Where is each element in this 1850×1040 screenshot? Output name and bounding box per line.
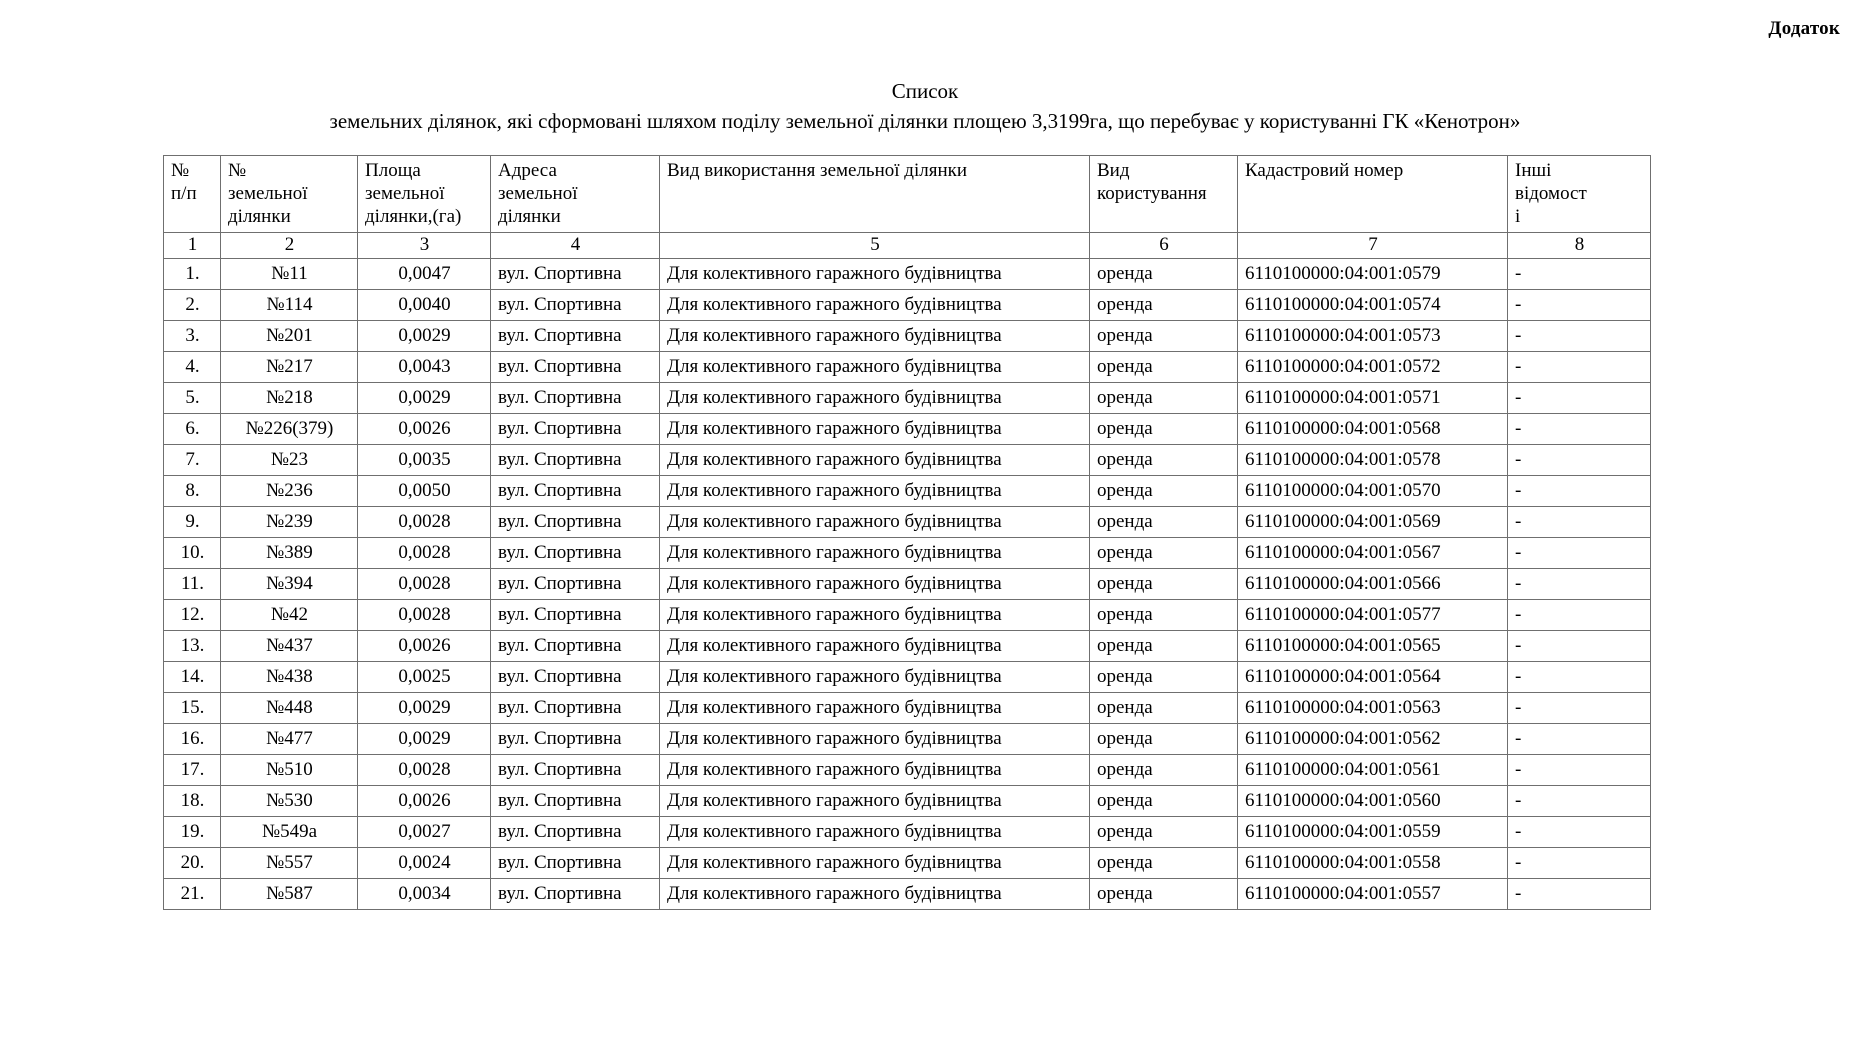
parcel-use: Для колективного гаражного будівництва [660,693,1090,724]
parcel-tenure: оренда [1090,507,1238,538]
parcel-number: №394 [221,569,358,600]
column-header-4-line-1: Адреса [498,160,557,181]
row-index: 4. [164,352,221,383]
table-row [164,724,1651,755]
column-header-3-line-2: земельної [365,183,445,204]
parcel-number: №510 [221,755,358,786]
cadastral-number: 6110100000:04:001:0566 [1238,569,1508,600]
parcel-number: №557 [221,848,358,879]
table-row [164,445,1651,476]
row-index: 11. [164,569,221,600]
parcel-area: 0,0026 [358,414,491,445]
row-index: 14. [164,662,221,693]
column-header-4-line-3: ділянки [498,206,561,227]
parcel-tenure: оренда [1090,631,1238,662]
other-info: - [1508,507,1651,538]
column-header-8-line-1: Інші [1515,160,1552,181]
row-index: 5. [164,383,221,414]
parcel-area: 0,0035 [358,445,491,476]
column-header-5 [660,156,1090,233]
table-row [164,414,1651,445]
header-row [164,156,1651,233]
parcel-use: Для колективного гаражного будівництва [660,538,1090,569]
other-info: - [1508,662,1651,693]
column-header-7-line-1: Кадастровий номер [1245,160,1404,181]
parcel-area: 0,0047 [358,259,491,290]
parcel-area: 0,0043 [358,352,491,383]
parcel-use: Для колективного гаражного будівництва [660,786,1090,817]
column-header-3-line-1: Площа [365,160,421,181]
column-header-1 [164,156,221,233]
cadastral-number: 6110100000:04:001:0579 [1238,259,1508,290]
other-info: - [1508,445,1651,476]
parcel-use: Для колективного гаражного будівництва [660,631,1090,662]
row-index: 9. [164,507,221,538]
land-parcels-table [163,155,1651,910]
table-row [164,569,1651,600]
parcel-use: Для колективного гаражного будівництва [660,879,1090,910]
column-number-1: 1 [164,233,221,259]
parcel-number: №201 [221,321,358,352]
table-row [164,476,1651,507]
other-info: - [1508,879,1651,910]
parcel-number: №477 [221,724,358,755]
title-line-1: Список [891,79,959,103]
cadastral-number: 6110100000:04:001:0562 [1238,724,1508,755]
parcel-area: 0,0028 [358,507,491,538]
parcel-tenure: оренда [1090,259,1238,290]
parcel-tenure: оренда [1090,569,1238,600]
column-number-row [164,233,1651,259]
row-index: 7. [164,445,221,476]
column-header-6-line-2: користування [1097,183,1207,204]
other-info: - [1508,321,1651,352]
cadastral-number: 6110100000:04:001:0558 [1238,848,1508,879]
parcel-use: Для колективного гаражного будівництва [660,662,1090,693]
parcel-number: №217 [221,352,358,383]
cadastral-number: 6110100000:04:001:0567 [1238,538,1508,569]
cadastral-number: 6110100000:04:001:0577 [1238,600,1508,631]
parcel-use: Для колективного гаражного будівництва [660,259,1090,290]
row-index: 13. [164,631,221,662]
parcel-tenure: оренда [1090,445,1238,476]
parcel-tenure: оренда [1090,538,1238,569]
parcel-use: Для колективного гаражного будівництва [660,290,1090,321]
table-row [164,507,1651,538]
table-row [164,352,1651,383]
column-header-2-line-3: ділянки [228,206,291,227]
row-index: 19. [164,817,221,848]
parcel-tenure: оренда [1090,724,1238,755]
parcel-area: 0,0026 [358,786,491,817]
parcel-area: 0,0050 [358,476,491,507]
row-index: 18. [164,786,221,817]
parcel-number: №437 [221,631,358,662]
cadastral-number: 6110100000:04:001:0560 [1238,786,1508,817]
parcel-use: Для колективного гаражного будівництва [660,600,1090,631]
parcel-area: 0,0027 [358,817,491,848]
cadastral-number: 6110100000:04:001:0569 [1238,507,1508,538]
other-info: - [1508,569,1651,600]
parcel-use: Для колективного гаражного будівництва [660,817,1090,848]
cadastral-number: 6110100000:04:001:0559 [1238,817,1508,848]
cadastral-number: 6110100000:04:001:0565 [1238,631,1508,662]
column-header-2-line-1: № [228,160,247,181]
parcel-number: №114 [221,290,358,321]
title-line-2: земельних ділянок, які сформовані шляхом поділу земельної ділянки площею 3,3199га, що перебуває у користуванні ГК «Кенотрон» [329,109,1521,133]
parcel-address: вул. Спортивна [491,693,660,724]
other-info: - [1508,383,1651,414]
column-header-6 [1090,156,1238,233]
cadastral-number: 6110100000:04:001:0572 [1238,352,1508,383]
parcel-area: 0,0026 [358,631,491,662]
parcel-address: вул. Спортивна [491,631,660,662]
other-info: - [1508,755,1651,786]
table-row [164,290,1651,321]
parcel-address: вул. Спортивна [491,817,660,848]
table-row [164,879,1651,910]
column-number-6: 6 [1090,233,1238,259]
column-header-4-line-2: земельної [498,183,578,204]
row-index: 2. [164,290,221,321]
column-number-3: 3 [358,233,491,259]
parcel-number: №23 [221,445,358,476]
parcel-address: вул. Спортивна [491,600,660,631]
parcel-area: 0,0024 [358,848,491,879]
column-header-7 [1238,156,1508,233]
column-number-5: 5 [660,233,1090,259]
other-info: - [1508,848,1651,879]
table-row [164,662,1651,693]
other-info: - [1508,600,1651,631]
column-number-7: 7 [1238,233,1508,259]
parcel-tenure: оренда [1090,600,1238,631]
row-index: 6. [164,414,221,445]
table-row [164,786,1651,817]
other-info: - [1508,724,1651,755]
parcel-area: 0,0028 [358,569,491,600]
column-header-1-line-2: п/п [171,183,197,204]
parcel-tenure: оренда [1090,476,1238,507]
table-row [164,817,1651,848]
row-index: 8. [164,476,221,507]
column-header-3 [358,156,491,233]
parcel-address: вул. Спортивна [491,321,660,352]
cadastral-number: 6110100000:04:001:0573 [1238,321,1508,352]
parcel-address: вул. Спортивна [491,259,660,290]
land-parcels-table-container [163,155,1650,910]
parcel-area: 0,0028 [358,755,491,786]
table-row [164,848,1651,879]
column-header-3-line-3: ділянки,(га) [365,206,462,227]
parcel-tenure: оренда [1090,786,1238,817]
row-index: 15. [164,693,221,724]
document-title [0,76,1850,136]
parcel-number: №448 [221,693,358,724]
parcel-number: №587 [221,879,358,910]
parcel-use: Для колективного гаражного будівництва [660,507,1090,538]
parcel-tenure: оренда [1090,755,1238,786]
other-info: - [1508,414,1651,445]
parcel-address: вул. Спортивна [491,786,660,817]
row-index: 3. [164,321,221,352]
parcel-address: вул. Спортивна [491,755,660,786]
cadastral-number: 6110100000:04:001:0571 [1238,383,1508,414]
parcel-use: Для колективного гаражного будівництва [660,445,1090,476]
row-index: 1. [164,259,221,290]
row-index: 12. [164,600,221,631]
parcel-address: вул. Спортивна [491,476,660,507]
column-number-8: 8 [1508,233,1651,259]
parcel-use: Для колективного гаражного будівництва [660,414,1090,445]
parcel-use: Для колективного гаражного будівництва [660,848,1090,879]
cadastral-number: 6110100000:04:001:0568 [1238,414,1508,445]
other-info: - [1508,290,1651,321]
column-header-5-line-1: Вид використання земельної ділянки [667,160,968,181]
parcel-area: 0,0028 [358,600,491,631]
parcel-use: Для колективного гаражного будівництва [660,569,1090,600]
parcel-address: вул. Спортивна [491,383,660,414]
parcel-area: 0,0029 [358,321,491,352]
cadastral-number: 6110100000:04:001:0557 [1238,879,1508,910]
parcel-number: №239 [221,507,358,538]
column-header-1-line-1: № [171,160,190,181]
table-row [164,383,1651,414]
parcel-address: вул. Спортивна [491,538,660,569]
cadastral-number: 6110100000:04:001:0564 [1238,662,1508,693]
parcel-area: 0,0040 [358,290,491,321]
row-index: 16. [164,724,221,755]
column-header-8-line-2: відомост [1515,183,1587,204]
parcel-number: №530 [221,786,358,817]
parcel-address: вул. Спортивна [491,848,660,879]
column-header-6-line-1: Вид [1097,160,1130,181]
table-row [164,538,1651,569]
other-info: - [1508,817,1651,848]
parcel-area: 0,0029 [358,693,491,724]
parcel-number: №549а [221,817,358,848]
parcel-use: Для колективного гаражного будівництва [660,352,1090,383]
other-info: - [1508,259,1651,290]
parcel-address: вул. Спортивна [491,352,660,383]
parcel-use: Для колективного гаражного будівництва [660,755,1090,786]
column-header-2-line-2: земельної [228,183,308,204]
other-info: - [1508,631,1651,662]
column-header-8-line-3: і [1515,206,1521,227]
other-info: - [1508,352,1651,383]
parcel-tenure: оренда [1090,693,1238,724]
parcel-number: №218 [221,383,358,414]
parcel-address: вул. Спортивна [491,662,660,693]
column-header-8 [1508,156,1651,233]
column-number-2: 2 [221,233,358,259]
table-header [164,156,1651,259]
table-row [164,600,1651,631]
table-row [164,259,1651,290]
parcel-address: вул. Спортивна [491,507,660,538]
parcel-area: 0,0028 [358,538,491,569]
parcel-tenure: оренда [1090,383,1238,414]
parcel-tenure: оренда [1090,879,1238,910]
table-row [164,755,1651,786]
cadastral-number: 6110100000:04:001:0563 [1238,693,1508,724]
other-info: - [1508,476,1651,507]
column-header-2 [221,156,358,233]
parcel-number: №42 [221,600,358,631]
parcel-address: вул. Спортивна [491,724,660,755]
parcel-tenure: оренда [1090,290,1238,321]
parcel-address: вул. Спортивна [491,879,660,910]
cadastral-number: 6110100000:04:001:0570 [1238,476,1508,507]
other-info: - [1508,538,1651,569]
table-body [164,259,1651,910]
parcel-tenure: оренда [1090,817,1238,848]
parcel-number: №236 [221,476,358,507]
parcel-number: №438 [221,662,358,693]
table-row [164,693,1651,724]
parcel-tenure: оренда [1090,352,1238,383]
other-info: - [1508,693,1651,724]
row-index: 17. [164,755,221,786]
parcel-use: Для колективного гаражного будівництва [660,383,1090,414]
column-header-4 [491,156,660,233]
parcel-area: 0,0025 [358,662,491,693]
parcel-area: 0,0034 [358,879,491,910]
parcel-use: Для колективного гаражного будівництва [660,724,1090,755]
parcel-area: 0,0029 [358,383,491,414]
cadastral-number: 6110100000:04:001:0561 [1238,755,1508,786]
column-number-4: 4 [491,233,660,259]
table-row [164,631,1651,662]
parcel-tenure: оренда [1090,414,1238,445]
parcel-tenure: оренда [1090,662,1238,693]
parcel-tenure: оренда [1090,321,1238,352]
row-index: 10. [164,538,221,569]
parcel-number: №226(379) [221,414,358,445]
other-info: - [1508,786,1651,817]
appendix-label: Додаток [1768,18,1840,39]
parcel-area: 0,0029 [358,724,491,755]
row-index: 21. [164,879,221,910]
table-row [164,321,1651,352]
parcel-address: вул. Спортивна [491,445,660,476]
parcel-address: вул. Спортивна [491,569,660,600]
parcel-address: вул. Спортивна [491,290,660,321]
parcel-address: вул. Спортивна [491,414,660,445]
parcel-number: №11 [221,259,358,290]
parcel-use: Для колективного гаражного будівництва [660,476,1090,507]
cadastral-number: 6110100000:04:001:0578 [1238,445,1508,476]
row-index: 20. [164,848,221,879]
cadastral-number: 6110100000:04:001:0574 [1238,290,1508,321]
parcel-number: №389 [221,538,358,569]
parcel-tenure: оренда [1090,848,1238,879]
parcel-use: Для колективного гаражного будівництва [660,321,1090,352]
